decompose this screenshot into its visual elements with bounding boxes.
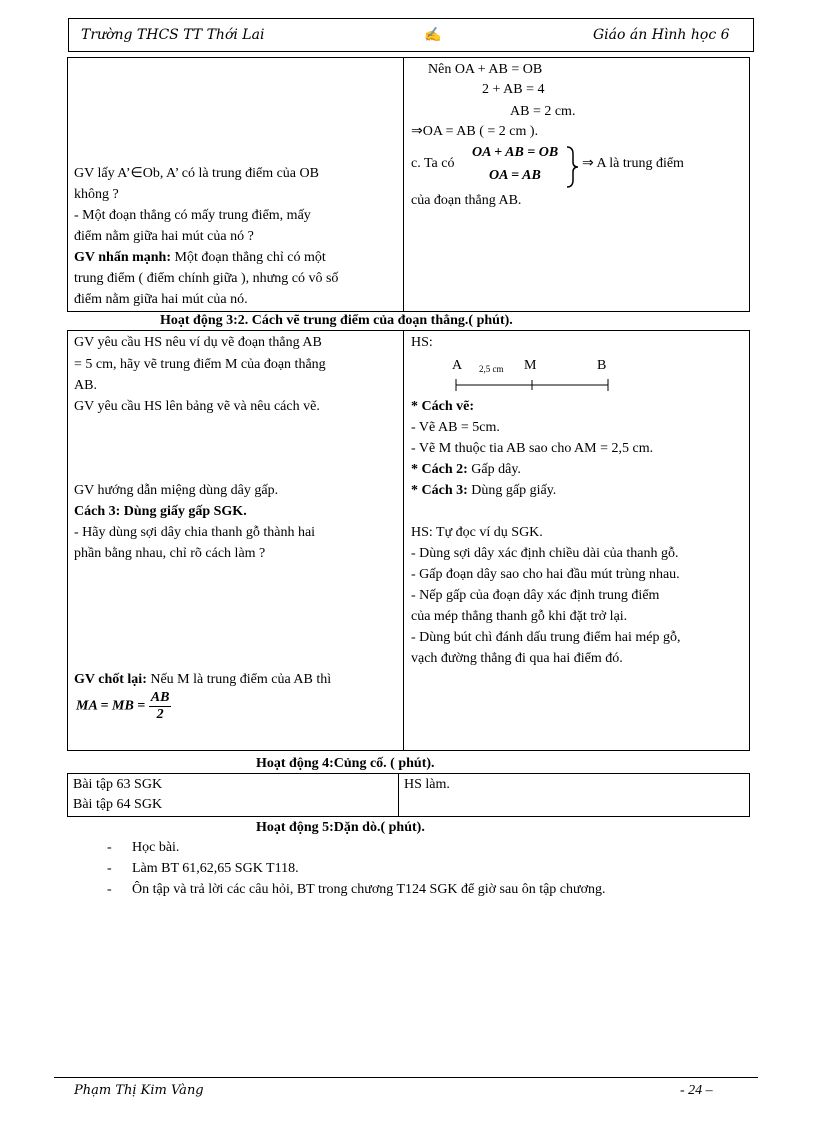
school-name: Trường THCS TT Thới Lai (81, 27, 265, 43)
formula-lhs: MA = MB = (76, 698, 146, 714)
a3-left-cach3: Cách 3: Dùng giấy gấp SGK. (74, 504, 247, 519)
cach-ve-label: * Cách vẽ: (411, 399, 474, 414)
segment-ab-diagram (452, 378, 612, 392)
diagram-label-a: A (452, 358, 463, 373)
bullet-dash: - (107, 840, 112, 855)
a4-right: HS làm. (404, 777, 450, 792)
subject-name: Giáo án Hình học 6 (593, 27, 730, 43)
table-divider (403, 57, 404, 312)
a3-right-more-7: vạch đường thẳng đi qua hai điểm đó. (411, 651, 623, 666)
table-divider (403, 330, 404, 751)
cach3-label: * Cách 3: (411, 483, 468, 498)
left-q1-line2: không ? (74, 187, 119, 202)
cach2-line (411, 460, 521, 480)
a3-right-more-2: - Dùng sợi dây xác định chiều dài của thanh gỗ. (411, 546, 679, 561)
left-q1-line3: - Một đoạn thẳng có mấy trung điểm, mấy (74, 208, 311, 223)
conclude-label: GV chốt lại: (74, 672, 147, 687)
a3-right-more-3: - Gấp đoạn dây sao cho hai đầu mút trùng nhau. (411, 567, 680, 582)
activity5-title: Hoạt động 5:Dặn dò.( phút). (256, 820, 425, 835)
cach3-line (411, 481, 556, 501)
a3-left-conclude (74, 670, 331, 690)
a3-right-more-4: - Nếp gấp của đoạn dây xác định trung điểm (411, 588, 660, 603)
a3-left-guide: GV hướng dẫn miệng dùng dây gấp. (74, 483, 279, 498)
a4-left-1: Bài tập 63 SGK (73, 777, 163, 792)
table-divider (398, 773, 399, 817)
a3-right-more-5: của mép thẳng thanh gỗ khi đặt trở lại. (411, 609, 628, 624)
system-eq-1: OA + AB = OB (472, 145, 559, 160)
cach2-label: * Cách 2: (411, 462, 468, 477)
bullet-dash: - (107, 861, 112, 876)
left-emph-line2: trung điểm ( điểm chính giữa ), nhưng có vô số (74, 271, 339, 286)
left-emph-line3: điểm nằm giữa hai mút của nó. (74, 292, 248, 307)
cach-ve-2: - Vẽ M thuộc tia AB sao cho AM = 2,5 cm. (411, 441, 654, 456)
a4-left-2: Bài tập 64 SGK (73, 797, 163, 812)
emph-label: GV nhấn mạnh: (74, 250, 172, 265)
cach2-text: Gấp dây. (471, 462, 521, 477)
homework-item-1: Học bài. (132, 840, 180, 855)
a3-left-3: AB. (74, 378, 97, 393)
formula-num: AB (150, 690, 170, 705)
a3-right-hs: HS: (411, 335, 433, 350)
right-line-3: AB = 2 cm. (510, 104, 576, 119)
homework-item-3: Ôn tập và trả lời các câu hỏi, BT trong chương T124 SGK để giờ sau ôn tập chương. (132, 882, 606, 897)
a3-left-task1: - Hãy dùng sợi dây chia thanh gỗ thành hai (74, 525, 316, 540)
system-eq-2: OA = AB (489, 168, 541, 183)
left-q1-line1: GV lấy A’∈Ob, A’ có là trung điểm của OB (74, 166, 319, 181)
cach-ve-1: - Vẽ AB = 5cm. (411, 420, 500, 435)
right-line-2: 2 + AB = 4 (482, 82, 545, 97)
a3-left-1: GV yêu cầu HS nêu ví dụ vẽ đoạn thẳng AB (74, 335, 322, 350)
conclude-text: Nếu M là trung điểm của AB thì (150, 672, 332, 687)
diagram-label-m: M (524, 358, 537, 373)
right-line-1: Nên OA + AB = OB (428, 62, 543, 77)
activity3-title: Hoạt động 3:2. Cách vẽ trung điểm của đoạn thẳng.( phút). (160, 313, 513, 328)
diagram-measure: 2,5 cm (479, 364, 504, 374)
page-header (68, 18, 754, 52)
formula-midpoint (76, 690, 171, 723)
bullet-dash: - (107, 882, 112, 897)
a3-left-4: GV yêu cầu HS lên bảng vẽ và nêu cách vẽ. (74, 399, 320, 414)
a3-right-more-1: HS: Tự đọc ví dụ SGK. (411, 525, 543, 540)
cach3-text: Dùng gấp giấy. (471, 483, 557, 498)
formula-fraction (149, 690, 172, 723)
activity4-title: Hoạt động 4:Củng cố. ( phút). (256, 756, 435, 771)
brace-icon (565, 146, 579, 188)
right-line-5: c. Ta có (411, 156, 455, 171)
formula-den: 2 (156, 707, 164, 722)
pen-logo-icon: ✍ (424, 27, 442, 43)
homework-item-2: Làm BT 61,62,65 SGK T118. (132, 861, 299, 876)
footer-author: Phạm Thị Kim Vàng (74, 1083, 204, 1098)
footer-rule (54, 1077, 758, 1078)
left-q1-line4: điểm nằm giữa hai mút của nó ? (74, 229, 254, 244)
emph-text-1: Một đoạn thẳng chỉ có một (174, 250, 326, 265)
right-line-4: ⇒OA = AB ( = 2 cm ). (411, 124, 539, 139)
a3-right-more-6: - Dùng bút chì đánh dấu trung điểm hai mép gỗ, (411, 630, 681, 645)
footer-page-number: - 24 – (680, 1083, 713, 1098)
a3-left-task2: phần bằng nhau, chỉ rõ cách làm ? (74, 546, 266, 561)
left-emph-line1 (74, 248, 326, 268)
a3-left-2: = 5 cm, hãy vẽ trung điểm M của đoạn thẳng (74, 357, 326, 372)
right-line-6: của đoạn thẳng AB. (411, 193, 522, 208)
diagram-label-b: B (597, 358, 607, 373)
right-line-implies: ⇒ A là trung điểm (582, 156, 684, 171)
